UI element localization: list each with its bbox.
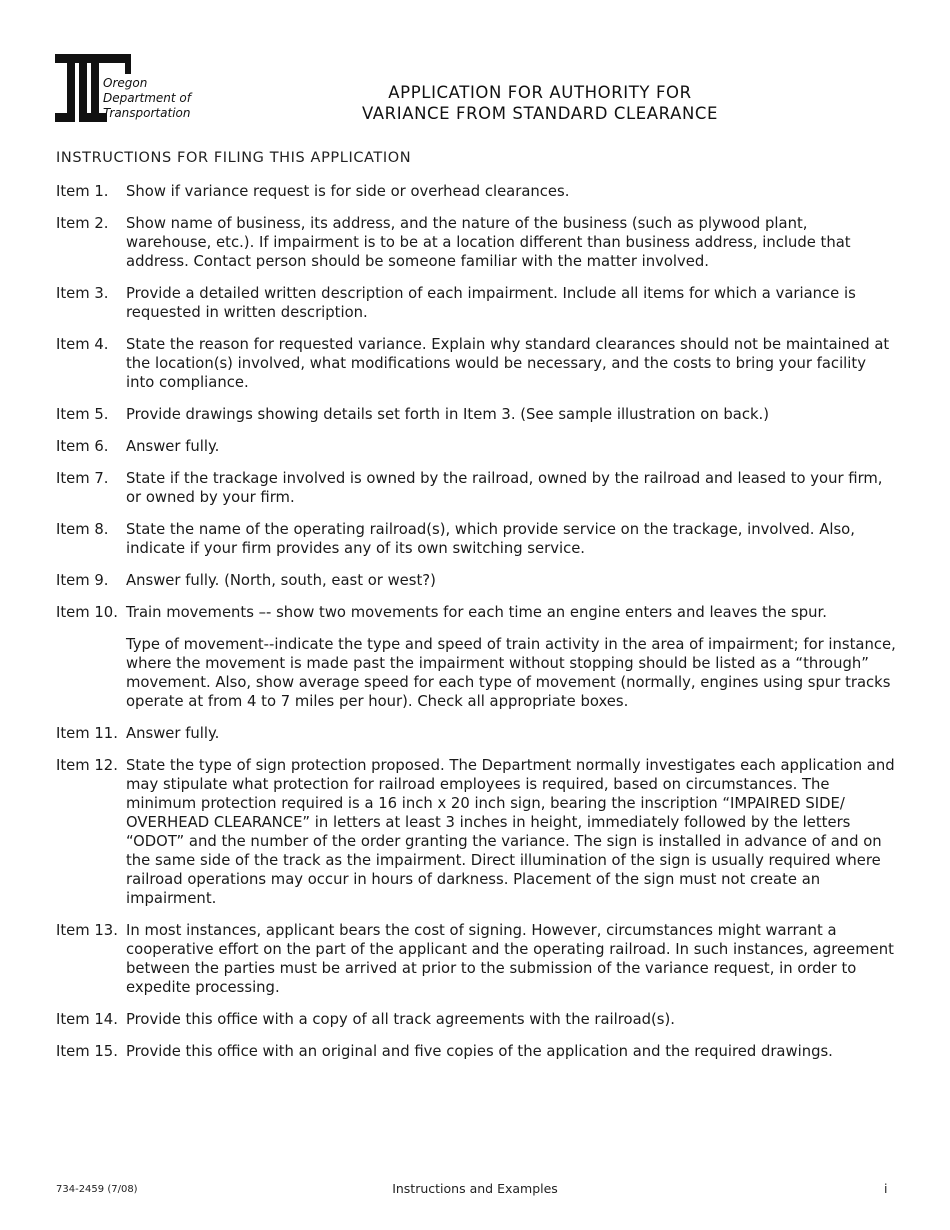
item-text: Answer fully. [126, 438, 220, 455]
list-item [56, 335, 896, 392]
item-number: Item 1. [56, 183, 109, 200]
item-text: Train movements –- show two movements for each time an engine enters and leaves the spur. [126, 604, 827, 621]
item-text: Provide drawings showing details set forth in Item 3. (See sample illustration on back.) [126, 406, 770, 423]
instructions-list [56, 182, 896, 1074]
item-text: Provide this office with a copy of all track agreements with the railroad(s). [126, 1011, 675, 1028]
logo-line-transportation: Transportation [103, 106, 191, 120]
item-number: Item 11. [56, 725, 118, 742]
item-number: Item 15. [56, 1043, 118, 1060]
item-text: Answer fully. (North, south, east or west?) [126, 572, 436, 589]
item-text: State the reason for requested variance. Explain why standard clearances should not be maintained at the location(s) involved, what modifications would be necessary, and the costs to bring your facility into compliance. [126, 336, 890, 391]
list-item [56, 1010, 896, 1029]
item-text: Answer fully. [126, 725, 220, 742]
item-text: Provide this office with an original and five copies of the application and the required drawings. [126, 1043, 833, 1060]
list-item [56, 214, 896, 271]
item-text: State the name of the operating railroad(s), which provide service on the trackage, involved. Also, indicate if your firm provides any of its own switching service. [126, 521, 855, 557]
item-number: Item 6. [56, 438, 109, 455]
item-number: Item 4. [56, 336, 109, 353]
list-item [56, 469, 896, 507]
list-item [56, 520, 896, 558]
title-line-1: APPLICATION FOR AUTHORITY FOR [388, 83, 692, 102]
list-item [56, 756, 896, 908]
form-number: 734-2459 (7/08) [56, 1184, 138, 1195]
list-item [56, 182, 896, 201]
instructions-heading: INSTRUCTIONS FOR FILING THIS APPLICATION [56, 150, 412, 166]
odot-logo [55, 54, 205, 126]
list-item [56, 405, 896, 424]
list-item [56, 724, 896, 743]
item-text: State if the trackage involved is owned by the railroad, owned by the railroad and leased to your firm, or owned by your firm. [126, 470, 883, 506]
item-number: Item 10. [56, 604, 118, 621]
title-line-2: VARIANCE FROM STANDARD CLEARANCE [361, 104, 719, 123]
item-text: Show name of business, its address, and the nature of the business (such as plywood plant, warehouse, etc.). If impairment is to be at a location different than business address, include that address. Contact person should be someone familiar with the matter involved. [126, 215, 851, 270]
item-10-subparagraph: Type of movement--indicate the type and speed of train activity in the area of impairment; for instance, where the movement is made past the impairment without stopping should be listed as a “through” movement. Also, show average speed for each type of movement (normally, engines using spur tracks operate at from 4 to 7 miles per hour). Check all appropriate boxes. [126, 636, 896, 710]
list-item [56, 603, 896, 622]
page-footer [0, 1181, 950, 1199]
list-item [56, 571, 896, 590]
item-number: Item 13. [56, 922, 118, 939]
item-text: In most instances, applicant bears the cost of signing. However, circumstances might warrant a cooperative effort on the part of the applicant and the operating railroad. In such instances, agreement between the parties must be arrived at prior to the submission of the variance request, in order to expedite processing. [126, 922, 894, 996]
logo-line-department: Department of [103, 91, 191, 105]
item-text: Show if variance request is for side or overhead clearances. [126, 183, 570, 200]
item-number: Item 12. [56, 757, 118, 774]
list-item [56, 284, 896, 322]
item-number: Item 8. [56, 521, 109, 538]
logo-text [103, 76, 191, 121]
item-number: Item 3. [56, 285, 109, 302]
item-number: Item 14. [56, 1011, 118, 1028]
page-title [300, 82, 780, 124]
page-number: i [884, 1181, 888, 1196]
item-number: Item 7. [56, 470, 109, 487]
list-item [56, 1042, 896, 1061]
list-item [56, 437, 896, 456]
item-text: State the type of sign protection proposed. The Department normally investigates each application and may stipulate what protection for railroad employees is required, based on circumstances. The minimum protection required is a 16 inch x 20 inch sign, bearing the inscription “IMPAIRED SIDE/ OVERHEAD CLEARANCE” in letters at least 3 inches in height, immediately followed by the letters “ODOT” and the number of the order granting the variance. The sign is installed in advance of and on the same side of the track as the impairment. Direct illumination of the sign is usually required where railroad operations may occur in hours of darkness. Placement of the sign must not create an impairment. [126, 757, 895, 907]
item-text: Provide a detailed written description of each impairment. Include all items for which a variance is requested in written description. [126, 285, 856, 321]
list-item [56, 921, 896, 997]
item-number: Item 2. [56, 215, 109, 232]
item-number: Item 9. [56, 572, 109, 589]
logo-line-oregon: Oregon [103, 76, 148, 90]
footer-title: Instructions and Examples [392, 1181, 558, 1196]
item-number: Item 5. [56, 406, 109, 423]
